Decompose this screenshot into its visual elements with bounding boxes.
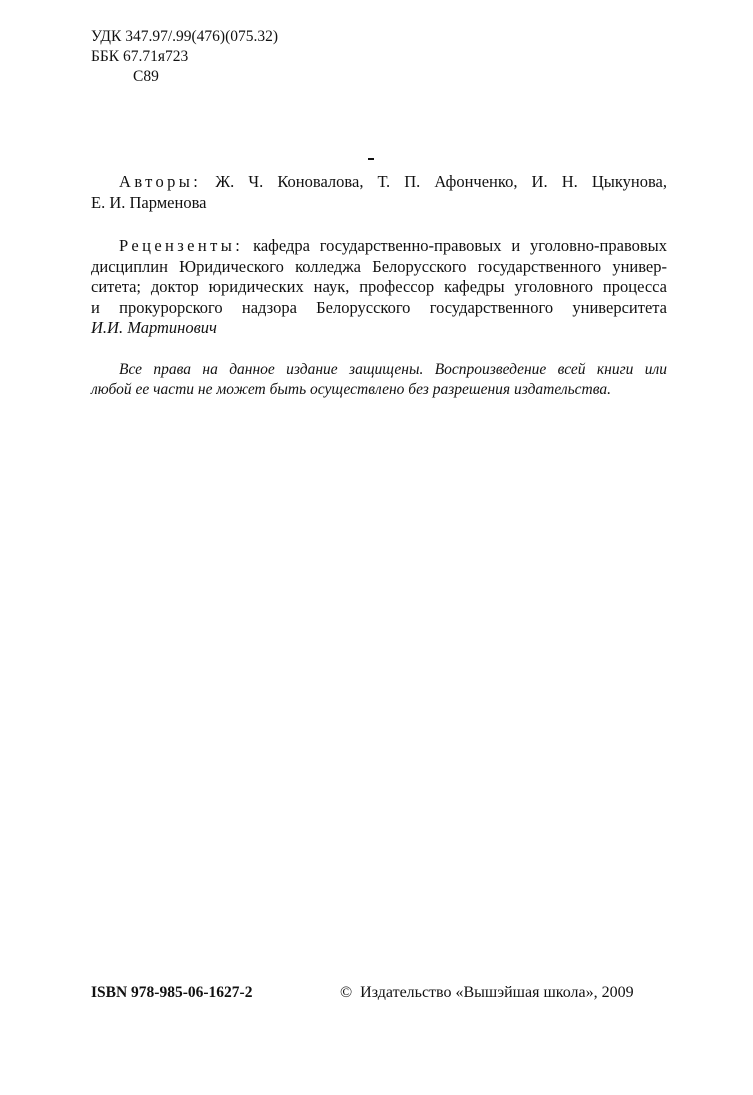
rights-line-2: любой ее части не может быть осуществлено без разрешения издательства. (91, 381, 611, 398)
udk-code: УДК 347.97/.99(476)(075.32) (91, 28, 279, 45)
bibliographic-codes (91, 27, 278, 87)
cutter-code: С89 (133, 68, 159, 85)
separator-mark (368, 158, 374, 160)
isbn-number: ISBN 978-985-06-1627-2 (91, 984, 253, 1001)
authors-names: Ж. Ч. Коновалова, Т. П. Афонченко, И. Н. Цыкунова, (215, 172, 668, 191)
reviewer-name: И.И. Мартинович (91, 318, 217, 337)
copyright-icon: © (340, 984, 353, 1001)
bbk-code: ББК 67.71я723 (91, 48, 189, 65)
rights-notice (91, 360, 667, 400)
copyright-notice (340, 984, 634, 1002)
reviewers-label: Рецензенты: (119, 236, 244, 255)
reviewers-line-2: дисциплин Юридического колледжа Белорусского государственного универ- (91, 256, 667, 276)
authors-line-2: Е. И. Парменова (91, 192, 207, 212)
copyright-text: Издательство «Вышэйшая школа», 2009 (360, 984, 634, 1001)
reviewers-line-4: и прокурорского надзора Белорусского государственного университета (91, 297, 667, 317)
reviewers-section (91, 236, 667, 339)
authors-section (91, 172, 667, 213)
reviewers-line-1 (91, 236, 667, 257)
reviewers-line-3: ситета; доктор юридических наук, профессор кафедры уголовного процесса (91, 277, 667, 296)
authors-label: Авторы: (119, 172, 202, 191)
rights-line-1: Все права на данное издание защищены. Воспроизведение всей книги или (119, 361, 667, 378)
authors-line-1 (91, 172, 667, 193)
reviewers-text-1: кафедра государственно-правовых и уголовно-правовых (253, 236, 667, 255)
